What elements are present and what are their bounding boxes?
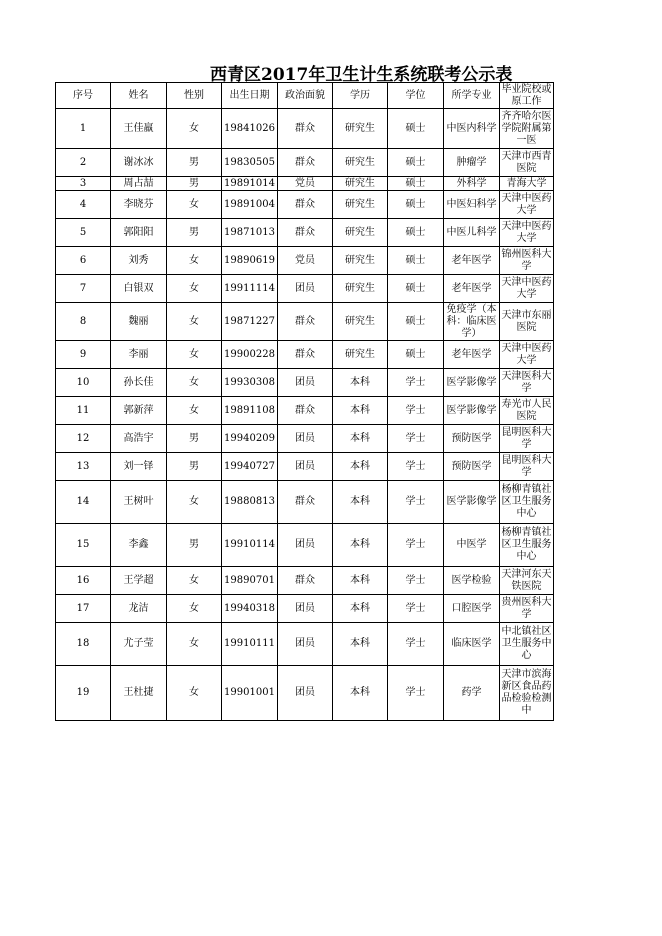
cell-education: 研究生 [333,303,388,341]
cell-politics: 群众 [278,303,333,341]
header-degree: 学位 [388,83,444,109]
cell-name: 周占喆 [111,177,167,191]
cell-politics: 团员 [278,369,333,397]
cell-degree: 学士 [388,623,444,666]
cell-degree: 硕士 [388,191,444,219]
cell-birth: 19901001 [222,666,278,721]
results-table [55,82,554,721]
cell-degree: 硕士 [388,149,444,177]
cell-education: 研究生 [333,191,388,219]
header-name: 姓名 [111,83,167,109]
cell-school: 昆明医科大学 [500,425,554,453]
cell-education: 研究生 [333,275,388,303]
table-row [56,247,554,275]
cell-name: 李晓芬 [111,191,167,219]
table-header-row [56,83,554,109]
cell-school: 昆明医科大学 [500,453,554,481]
cell-no: 11 [56,397,111,425]
cell-name: 李鑫 [111,524,167,567]
cell-birth: 19880813 [222,481,278,524]
cell-major: 老年医学 [444,341,500,369]
table-row [56,341,554,369]
header-no: 序号 [56,83,111,109]
cell-name: 高浩宇 [111,425,167,453]
cell-degree: 硕士 [388,247,444,275]
cell-education: 本科 [333,595,388,623]
cell-name: 刘秀 [111,247,167,275]
cell-sex: 男 [167,219,222,247]
cell-school: 天津医科大学 [500,369,554,397]
cell-major: 医学影像学 [444,481,500,524]
cell-school: 中北镇社区卫生服务中心 [500,623,554,666]
cell-education: 研究生 [333,219,388,247]
table-row [56,191,554,219]
cell-sex: 男 [167,524,222,567]
cell-major: 中医内科学 [444,109,500,149]
cell-name: 龙洁 [111,595,167,623]
header-sex: 性别 [167,83,222,109]
cell-school: 锦州医科大学 [500,247,554,275]
cell-education: 本科 [333,524,388,567]
cell-politics: 群众 [278,397,333,425]
cell-name: 王树叶 [111,481,167,524]
table-row [56,666,554,721]
cell-name: 刘一铎 [111,453,167,481]
cell-school: 寿光市人民医院 [500,397,554,425]
cell-school: 天津市西青医院 [500,149,554,177]
cell-sex: 女 [167,191,222,219]
cell-major: 中医儿科学 [444,219,500,247]
cell-birth: 19911114 [222,275,278,303]
cell-sex: 女 [167,481,222,524]
cell-major: 医学影像学 [444,369,500,397]
cell-name: 尤子莹 [111,623,167,666]
cell-education: 本科 [333,666,388,721]
cell-no: 2 [56,149,111,177]
table-row [56,303,554,341]
cell-school: 天津中医药大学 [500,219,554,247]
cell-politics: 团员 [278,524,333,567]
cell-school: 贵州医科大学 [500,595,554,623]
cell-politics: 团员 [278,425,333,453]
cell-school: 青海大学 [500,177,554,191]
cell-major: 老年医学 [444,275,500,303]
cell-school: 杨柳青镇社区卫生服务中心 [500,481,554,524]
cell-birth: 19871227 [222,303,278,341]
cell-no: 17 [56,595,111,623]
cell-degree: 学士 [388,481,444,524]
cell-birth: 19940318 [222,595,278,623]
cell-sex: 女 [167,247,222,275]
cell-no: 12 [56,425,111,453]
cell-birth: 19900228 [222,341,278,369]
cell-degree: 学士 [388,567,444,595]
cell-politics: 党员 [278,177,333,191]
cell-birth: 19891108 [222,397,278,425]
cell-degree: 学士 [388,524,444,567]
cell-no: 16 [56,567,111,595]
cell-education: 本科 [333,453,388,481]
cell-birth: 19940727 [222,453,278,481]
cell-school: 杨柳青镇社区卫生服务中心 [500,524,554,567]
table-row [56,369,554,397]
cell-politics: 群众 [278,341,333,369]
cell-major: 肿瘤学 [444,149,500,177]
cell-birth: 19910114 [222,524,278,567]
cell-sex: 女 [167,275,222,303]
header-education: 学历 [333,83,388,109]
cell-politics: 团员 [278,666,333,721]
cell-birth: 19891014 [222,177,278,191]
cell-school: 天津市滨海新区食品药品检验检测中 [500,666,554,721]
cell-sex: 女 [167,303,222,341]
cell-education: 本科 [333,567,388,595]
cell-no: 7 [56,275,111,303]
cell-politics: 群众 [278,567,333,595]
cell-no: 1 [56,109,111,149]
table-row [56,481,554,524]
cell-politics: 群众 [278,109,333,149]
cell-degree: 学士 [388,397,444,425]
cell-politics: 团员 [278,595,333,623]
cell-school: 天津市东丽医院 [500,303,554,341]
cell-education: 研究生 [333,247,388,275]
cell-education: 本科 [333,623,388,666]
cell-education: 本科 [333,481,388,524]
cell-school: 天津中医药大学 [500,275,554,303]
cell-major: 口腔医学 [444,595,500,623]
cell-birth: 19930308 [222,369,278,397]
cell-sex: 女 [167,341,222,369]
cell-name: 郭新萍 [111,397,167,425]
cell-no: 15 [56,524,111,567]
cell-major: 医学检验 [444,567,500,595]
cell-education: 研究生 [333,341,388,369]
cell-school: 天津中医药大学 [500,341,554,369]
cell-major: 中医妇科学 [444,191,500,219]
cell-sex: 女 [167,369,222,397]
cell-school: 齐齐哈尔医学院附属第一医 [500,109,554,149]
cell-sex: 女 [167,595,222,623]
cell-politics: 团员 [278,623,333,666]
cell-birth: 19830505 [222,149,278,177]
cell-major: 预防医学 [444,453,500,481]
cell-degree: 硕士 [388,275,444,303]
cell-sex: 男 [167,177,222,191]
cell-school: 天津中医药大学 [500,191,554,219]
cell-degree: 学士 [388,425,444,453]
cell-no: 5 [56,219,111,247]
table-row [56,149,554,177]
cell-degree: 硕士 [388,341,444,369]
cell-degree: 学士 [388,453,444,481]
cell-degree: 学士 [388,595,444,623]
cell-sex: 男 [167,425,222,453]
cell-politics: 群众 [278,149,333,177]
cell-name: 孙长佳 [111,369,167,397]
cell-sex: 女 [167,109,222,149]
table-row [56,109,554,149]
cell-no: 19 [56,666,111,721]
table-row [56,595,554,623]
cell-no: 13 [56,453,111,481]
cell-major: 免疫学（本科：临床医学） [444,303,500,341]
cell-major: 药学 [444,666,500,721]
cell-politics: 团员 [278,453,333,481]
cell-education: 研究生 [333,109,388,149]
cell-birth: 19890701 [222,567,278,595]
cell-degree: 硕士 [388,219,444,247]
cell-major: 医学影像学 [444,397,500,425]
cell-name: 王佳羸 [111,109,167,149]
table-row [56,275,554,303]
header-birth: 出生日期 [222,83,278,109]
header-politics: 政治面貌 [278,83,333,109]
cell-politics: 党员 [278,247,333,275]
table-row [56,524,554,567]
cell-no: 6 [56,247,111,275]
cell-major: 外科学 [444,177,500,191]
cell-name: 魏丽 [111,303,167,341]
cell-birth: 19841026 [222,109,278,149]
cell-no: 9 [56,341,111,369]
cell-politics: 群众 [278,191,333,219]
table-row [56,567,554,595]
cell-name: 白银双 [111,275,167,303]
cell-education: 本科 [333,425,388,453]
table-row [56,219,554,247]
cell-degree: 学士 [388,666,444,721]
cell-name: 谢冰冰 [111,149,167,177]
cell-no: 18 [56,623,111,666]
cell-degree: 硕士 [388,109,444,149]
cell-sex: 女 [167,623,222,666]
cell-degree: 硕士 [388,177,444,191]
cell-birth: 19910111 [222,623,278,666]
cell-no: 3 [56,177,111,191]
cell-major: 中医学 [444,524,500,567]
cell-school: 天津河东天铁医院 [500,567,554,595]
cell-birth: 19890619 [222,247,278,275]
cell-no: 10 [56,369,111,397]
cell-no: 8 [56,303,111,341]
cell-education: 本科 [333,369,388,397]
table-row [56,623,554,666]
cell-major: 预防医学 [444,425,500,453]
cell-major: 临床医学 [444,623,500,666]
table-row [56,425,554,453]
table-row [56,177,554,191]
cell-name: 李丽 [111,341,167,369]
cell-politics: 群众 [278,219,333,247]
cell-name: 王杜捷 [111,666,167,721]
cell-politics: 团员 [278,275,333,303]
header-major: 所学专业 [444,83,500,109]
header-school: 毕业院校或原工作 [501,83,552,107]
cell-name: 王学超 [111,567,167,595]
cell-education: 本科 [333,397,388,425]
cell-education: 研究生 [333,149,388,177]
cell-sex: 女 [167,666,222,721]
cell-degree: 硕士 [388,303,444,341]
cell-major: 老年医学 [444,247,500,275]
cell-birth: 19871013 [222,219,278,247]
cell-politics: 群众 [278,481,333,524]
cell-birth: 19940209 [222,425,278,453]
cell-sex: 女 [167,567,222,595]
cell-birth: 19891004 [222,191,278,219]
page-title: 西青区2017年卫生计生系统联考公示表 [210,65,513,85]
cell-no: 4 [56,191,111,219]
cell-sex: 男 [167,453,222,481]
cell-sex: 男 [167,149,222,177]
table-row [56,397,554,425]
cell-sex: 女 [167,397,222,425]
table-row [56,453,554,481]
cell-no: 14 [56,481,111,524]
cell-degree: 学士 [388,369,444,397]
cell-education: 研究生 [333,177,388,191]
cell-name: 郭阳阳 [111,219,167,247]
